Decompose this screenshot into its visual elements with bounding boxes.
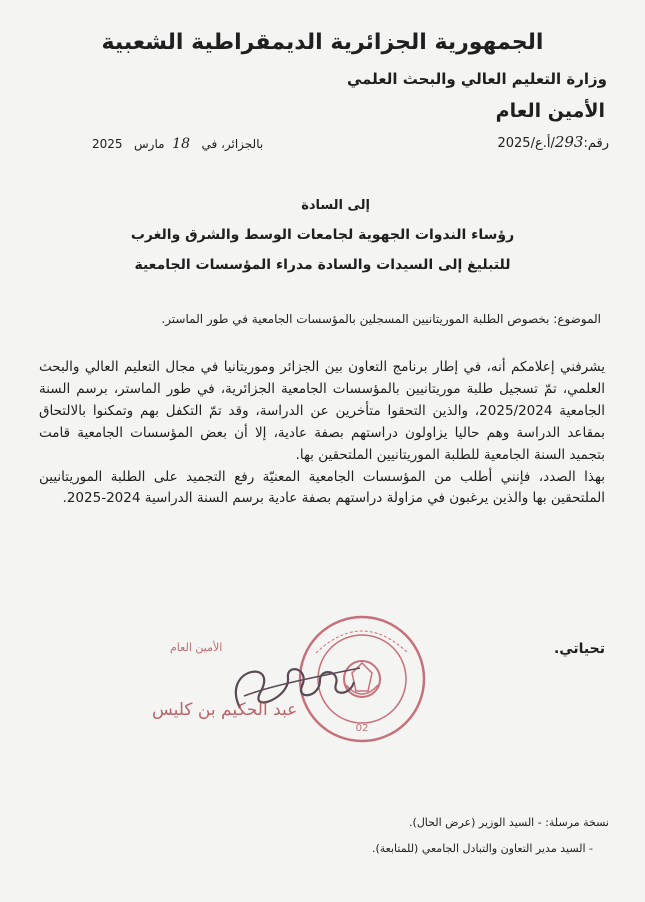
date-month: مارس bbox=[134, 137, 165, 151]
reference-suffix: /أ.ع/2025 bbox=[497, 136, 555, 151]
closing-regards: تحياتي. bbox=[553, 641, 605, 657]
svg-text:02: 02 bbox=[355, 723, 369, 734]
date-day: 18 bbox=[172, 136, 190, 152]
date-line bbox=[92, 136, 263, 152]
date-year: 2025 bbox=[92, 137, 123, 151]
addressee-line-2: للتبليغ إلى السيدات والسادة مدراء المؤسسات الجامعية bbox=[134, 257, 511, 273]
body-paragraph-2: بهذا الصدد، فإنني أطلب من المؤسسات الجامعية المعنيّة رفع التجميد على الطلبة الموريتانيين الملتحقين بها والذين يرغبون في مزاولة دراستهم بصفة عادية برسم السنة الدراسية 2024-2025. bbox=[39, 468, 605, 507]
letter-body bbox=[39, 357, 605, 510]
copies-line-1: نسخة مرسلة: - السيد الوزير (عرض الحال). bbox=[409, 816, 609, 829]
secretary-general-label: الأمين العام bbox=[495, 100, 605, 122]
republic-title: الجمهورية الجزائرية الديمقراطية الشعبية bbox=[101, 30, 544, 55]
copies-line-2: - السيد مدير التعاون والتبادل الجامعي (للمتابعة). bbox=[371, 842, 593, 855]
signature-name: عبد الحكيم بن كليس bbox=[152, 700, 298, 720]
reference-prefix: رقم: bbox=[583, 136, 609, 151]
reference-number bbox=[497, 133, 609, 151]
addressee-to: إلى السادة bbox=[301, 198, 370, 213]
addressee-line-1: رؤساء الندوات الجهوية لجامعات الوسط والشرق والغرب bbox=[130, 227, 515, 243]
ministry-name: وزارة التعليم العالي والبحث العلمي bbox=[346, 70, 607, 88]
subject-line: الموضوع: بخصوص الطلبة الموريتانيين المسجلين بالمؤسسات الجامعية في طور الماستر. bbox=[161, 312, 601, 326]
body-paragraph-1: يشرفني إعلامكم أنه، في إطار برنامج التعاون بين الجزائر وموريتانيا في مجال التعليم العالي والبحث العلمي، تمّ تسجيل طلبة موريتانيين بالمؤسسات الجامعية الجزائرية، في طور الماستر، برسم السنة الجامعية 2025/2024، والذين التحقوا متأخرين عن الدراسة، وقد تمّ التكفل بهم وتمكنوا بالالتحاق بمقاعد الدراسة وهم حاليا يزاولون دراستهم بصفة عادية، إلا أن بعض المؤسسات الجامعية قامت بتجميد السنة الجامعية للطلبة الموريتانيين الملتحقين بها. bbox=[39, 359, 605, 463]
date-place: بالجزائر، في bbox=[201, 137, 264, 151]
reference-handwritten-number: 293 bbox=[554, 133, 584, 151]
signature-title: الأمين العام bbox=[170, 641, 223, 654]
